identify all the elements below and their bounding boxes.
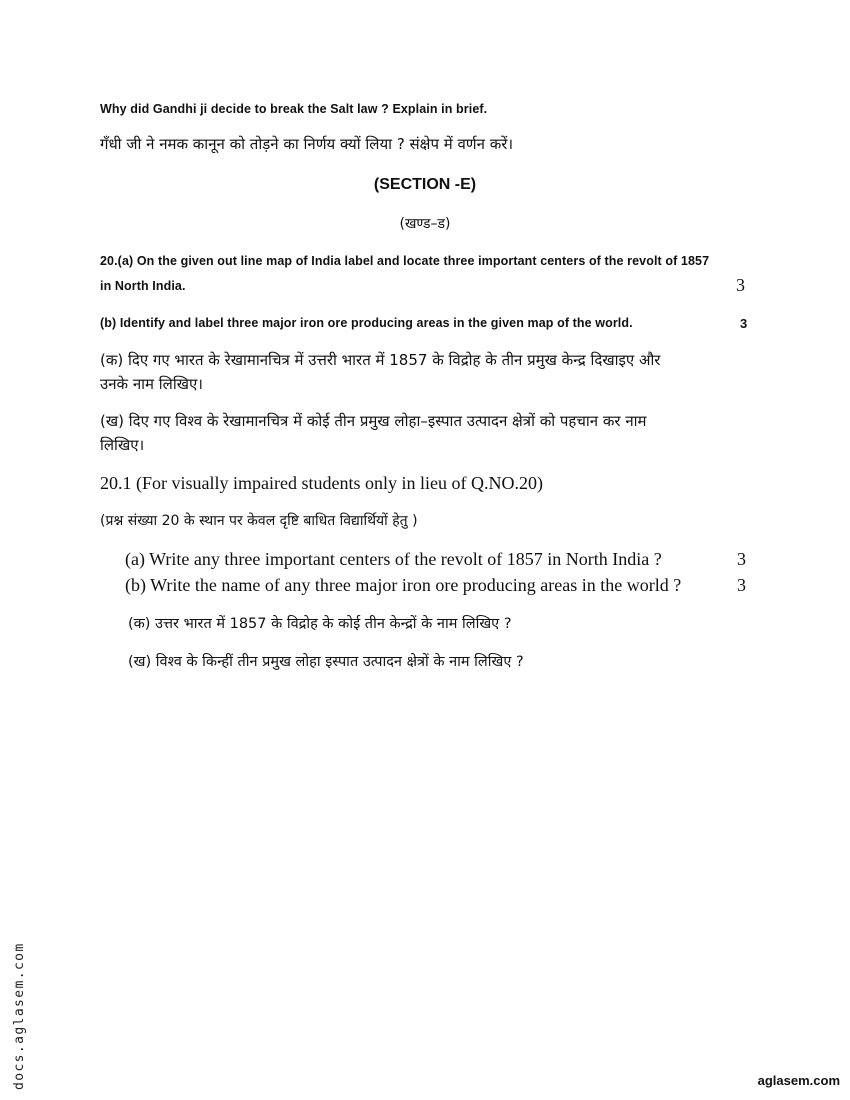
q20-1b-hindi: (ख) विश्व के किन्हीं तीन प्रमुख लोहा इस्पात उत्पादन क्षेत्रों के नाम लिखिए ?: [128, 654, 524, 670]
q20a-line1: 20.(a) On the given out line map of India label and locate three important centers of the revolt of 1857: [100, 254, 710, 268]
q20-1a-hindi: (क) उत्तर भारत में 1857 के विद्रोह के कोई तीन केन्द्रों के नाम लिखिए ?: [128, 616, 512, 632]
q20-1b-text: (b) Write the name of any three major iron ore producing areas in the world ?: [125, 575, 682, 595]
q20a-hindi-line1: (क) दिए गए भारत के रेखामानचित्र में उत्तरी भारत में 1857 के विद्रोह के तीन प्रमुख केन्द्र दिखाइए और: [100, 351, 661, 369]
q20b-hindi-line1: (ख) दिए गए विश्व के रेखामानचित्र में कोई तीन प्रमुख लोहा–इस्पात उत्पादन क्षेत्रों को पहचान कर नाम: [100, 412, 647, 430]
q20-1b-marks: 3: [737, 575, 746, 595]
footer-brand: aglasem.com: [757, 1073, 840, 1088]
q20-1-heading: 20.1 (For visually impaired students only in lieu of Q.NO.20): [100, 473, 543, 493]
q19-hindi: गँधी जी ने नमक कानून को तोड़ने का निर्णय क्यों लिया ? संक्षेप में वर्णन करें।: [100, 135, 514, 153]
q20-1a-text: (a) Write any three important centers of the revolt of 1857 in North India ?: [125, 549, 662, 569]
side-watermark-url: docs.aglasem.com: [12, 942, 27, 1090]
q20-1-note-hindi: (प्रश्न संख्या 20 के स्थान पर केवल दृष्टि बाधित विद्यार्थियों हेतु ): [100, 513, 418, 529]
section-title-hindi: (खण्ड–ड): [399, 216, 451, 232]
section-title: (SECTION -E): [373, 176, 477, 193]
q19-english: Why did Gandhi ji decide to break the Salt law ? Explain in brief.: [100, 102, 488, 116]
q20a-hindi-line2: उनके नाम लिखिए।: [100, 375, 203, 393]
q20b-hindi-line2: लिखिए।: [100, 436, 145, 454]
q20-1a-marks: 3: [737, 549, 746, 569]
q20a-marks: 3: [736, 275, 745, 295]
q20b-marks: 3: [740, 316, 748, 331]
q20b-text: (b) Identify and label three major iron ore producing areas in the given map of the world.: [100, 316, 633, 330]
q20a-line2: in North India.: [100, 279, 186, 293]
